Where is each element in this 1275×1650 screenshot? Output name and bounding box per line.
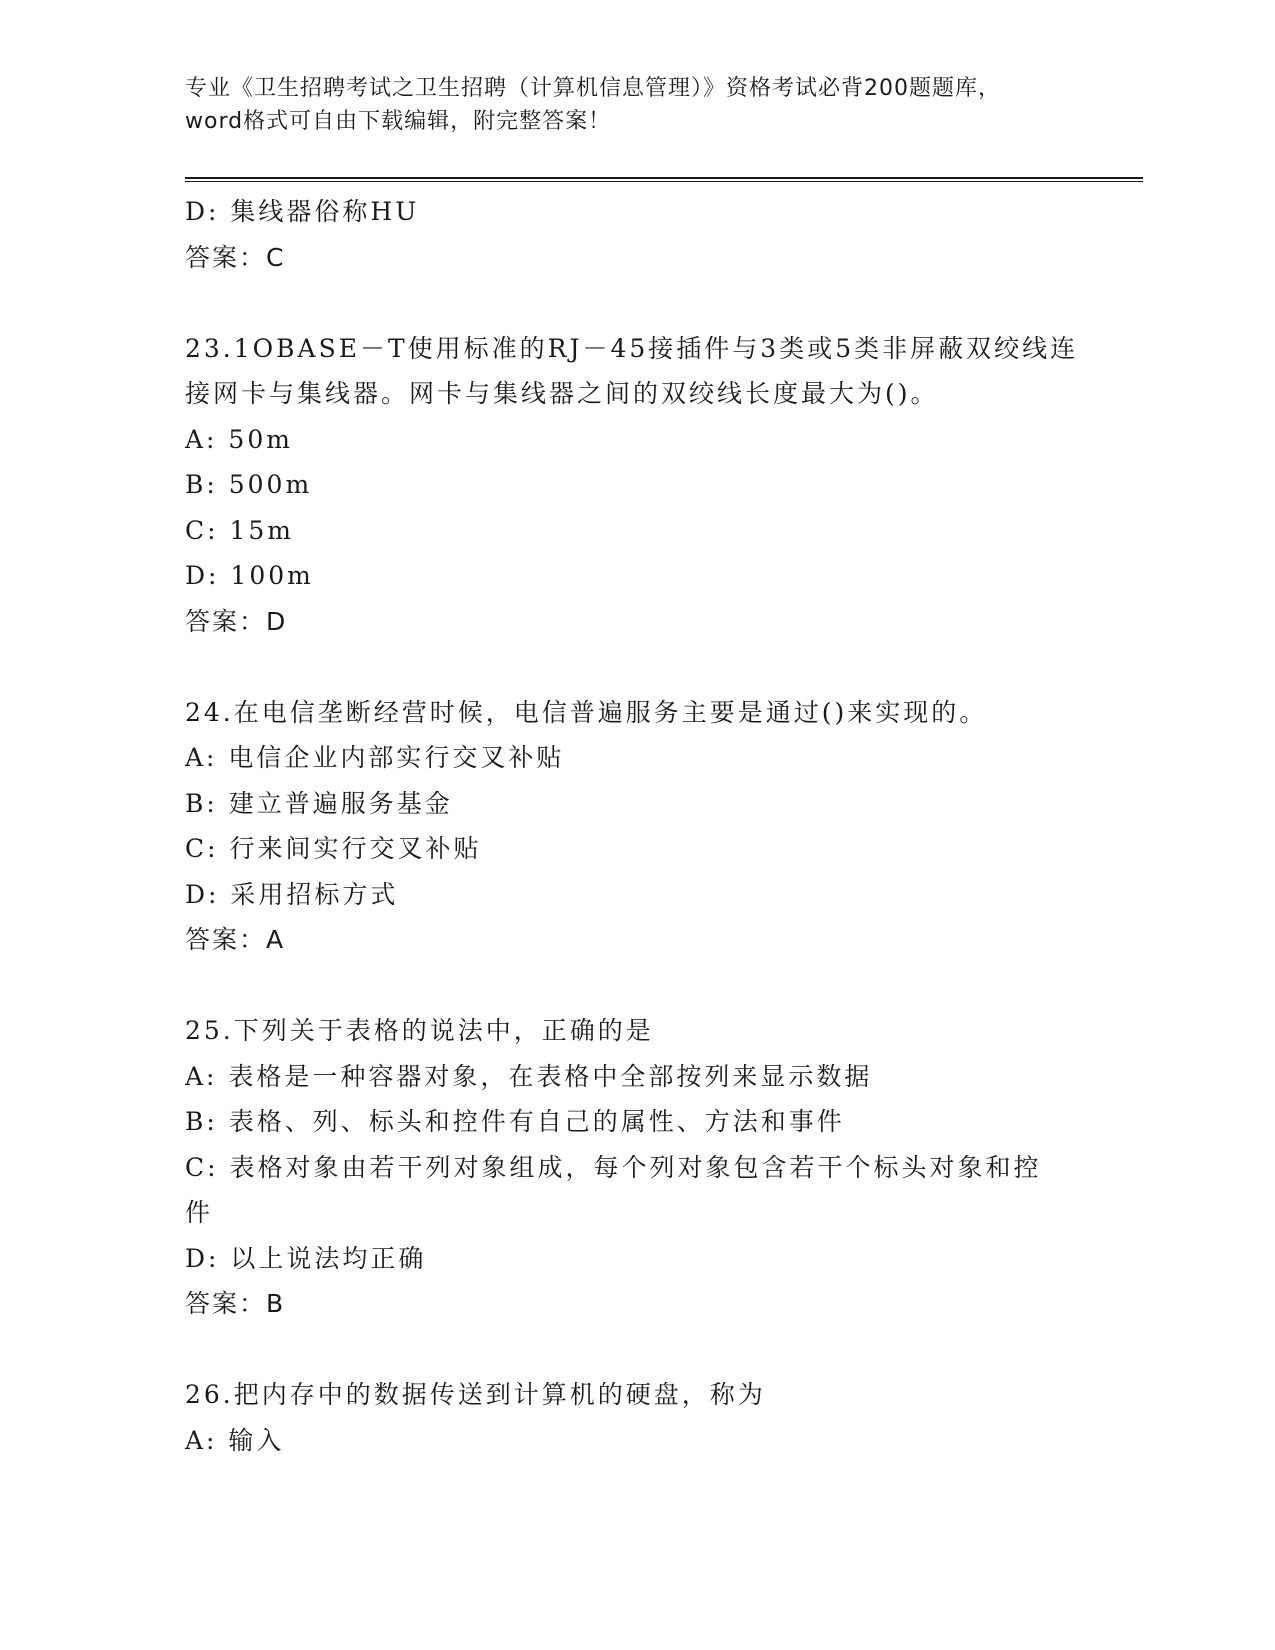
question-stem-line: 26.把内存中的数据传送到计算机的硬盘，称为 xyxy=(185,1380,766,1409)
option-a: A: 50m xyxy=(185,424,293,454)
document-header xyxy=(185,72,1085,138)
option-d: D: 采用招标方式 xyxy=(185,879,399,909)
header-line-2: word格式可自由下载编辑，附完整答案！ xyxy=(185,109,612,134)
option-b: B: 500m xyxy=(185,470,313,499)
answer: 答案：A xyxy=(185,925,286,954)
option-c: C: 15m xyxy=(185,515,295,545)
spacer xyxy=(185,644,1085,690)
question-23 xyxy=(185,326,1085,645)
question-24 xyxy=(185,690,1085,963)
option-a: A: 电信企业内部实行交叉补贴 xyxy=(185,743,565,772)
header-divider-thin xyxy=(185,181,1143,182)
question-22 xyxy=(185,189,1085,280)
question-26 xyxy=(185,1372,1085,1463)
option-b: B: 表格、列、标头和控件有自己的属性、方法和事件 xyxy=(185,1107,845,1136)
spacer xyxy=(185,963,1085,1009)
answer: 答案：D xyxy=(185,606,288,636)
option-c-continued: 件 xyxy=(185,1198,214,1227)
option-d: D: 100m xyxy=(185,561,314,590)
option-c: C: 行来间实行交叉补贴 xyxy=(185,834,482,863)
header-line-1: 专业《卫生招聘考试之卫生招聘（计算机信息管理）》资格考试必背200题题库， xyxy=(185,76,1001,101)
question-stem-line: 23.1OBASE－T使用标准的RJ－45接插件与3类或5类非屏蔽双绞线连 xyxy=(185,333,1079,363)
option-c: C: 表格对象由若干列对象组成，每个列对象包含若干个标头对象和控 xyxy=(185,1152,1042,1182)
option-a: A: 输入 xyxy=(185,1425,285,1455)
answer: 答案：B xyxy=(185,1289,286,1318)
option-b: B: 建立普遍服务基金 xyxy=(185,788,453,818)
question-list xyxy=(185,189,1085,1463)
spacer xyxy=(185,1327,1085,1373)
question-stem-line: 25.下列关于表格的说法中，正确的是 xyxy=(185,1016,654,1045)
option-d: D: 以上说法均正确 xyxy=(185,1243,427,1273)
question-stem-line: 24.在电信垄断经营时候，电信普遍服务主要是通过()来实现的。 xyxy=(185,697,988,727)
option-a: A: 表格是一种容器对象，在表格中全部按列来显示数据 xyxy=(185,1061,873,1091)
option-d: D: 集线器俗称HU xyxy=(185,197,420,226)
spacer xyxy=(185,280,1085,326)
question-stem-line: 接网卡与集线器。网卡与集线器之间的双绞线长度最大为()。 xyxy=(185,379,939,408)
question-25 xyxy=(185,1008,1085,1327)
answer: 答案：C xyxy=(185,242,286,272)
header-divider-thick xyxy=(185,177,1143,179)
